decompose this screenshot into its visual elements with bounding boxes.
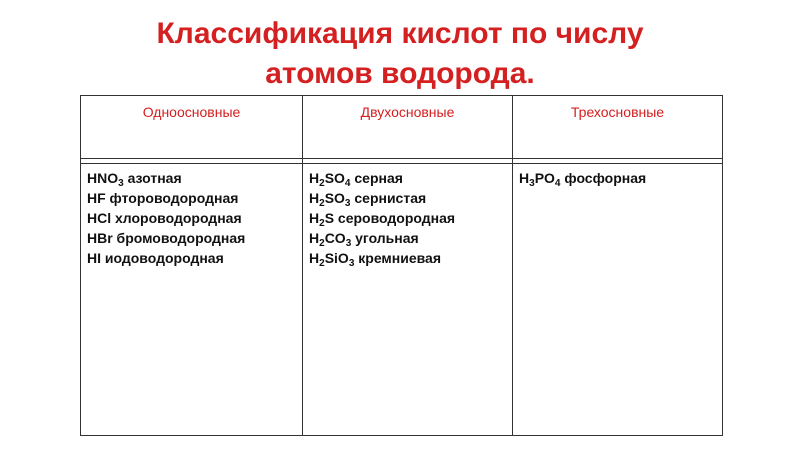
acid-formula: HI — [87, 250, 101, 266]
acid-entry — [519, 168, 718, 188]
acid-name: фтороводородная — [105, 190, 239, 206]
acid-name: серная — [350, 170, 403, 186]
acid-name: бромоводородная — [112, 230, 246, 246]
acid-entry — [87, 248, 298, 268]
page-title — [0, 14, 800, 94]
acid-name: фосфорная — [560, 170, 647, 186]
acid-entry — [309, 248, 508, 268]
acid-entry — [309, 188, 508, 208]
acid-formula: $H_2SiO_3$ — [309, 250, 355, 269]
acid-formula: HCl — [87, 210, 112, 226]
acid-formula: HBr — [87, 230, 113, 246]
tribasic-list — [513, 164, 722, 188]
acid-entry — [309, 228, 508, 248]
acid-entry — [309, 168, 508, 188]
acid-list-row — [81, 164, 723, 436]
acid-formula: $H_2CO_3$ — [309, 230, 352, 249]
acid-formula: HF — [87, 190, 106, 206]
acid-entry — [87, 208, 298, 228]
acid-formula: $H_2SO_4$ — [309, 170, 351, 189]
header-tribasic: Трехосновные — [513, 96, 723, 159]
acid-formula: $H_2S$ — [309, 210, 335, 229]
monobasic-list — [81, 164, 302, 268]
acid-entry — [87, 188, 298, 208]
acid-name: кремниевая — [354, 250, 442, 266]
acid-entry — [309, 208, 508, 228]
acid-classification-table — [80, 95, 723, 436]
acid-formula: $H_2SO_3$ — [309, 190, 351, 209]
acid-entry — [87, 228, 298, 248]
monobasic-cell — [81, 164, 303, 436]
header-row — [81, 96, 723, 159]
dibasic-cell — [303, 164, 513, 436]
header-monobasic: Одноосновные — [81, 96, 303, 159]
acid-name: хлороводородная — [111, 210, 242, 226]
tribasic-cell — [513, 164, 723, 436]
header-dibasic: Двухосновные — [303, 96, 513, 159]
acid-formula: $H_3PO_4$ — [519, 170, 561, 189]
acid-name: сероводородная — [334, 210, 456, 226]
acid-name: угольная — [351, 230, 419, 246]
acid-name: азотная — [123, 170, 182, 186]
title-line-1: Классификация кислот по числу — [156, 17, 644, 50]
acid-entry — [87, 168, 298, 188]
acid-name: сернистая — [350, 190, 427, 206]
acid-formula: $HNO_3$ — [87, 170, 124, 189]
acid-name: иодоводородная — [101, 250, 224, 266]
title-line-2: атомов водорода. — [265, 57, 535, 90]
dibasic-list — [303, 164, 512, 268]
